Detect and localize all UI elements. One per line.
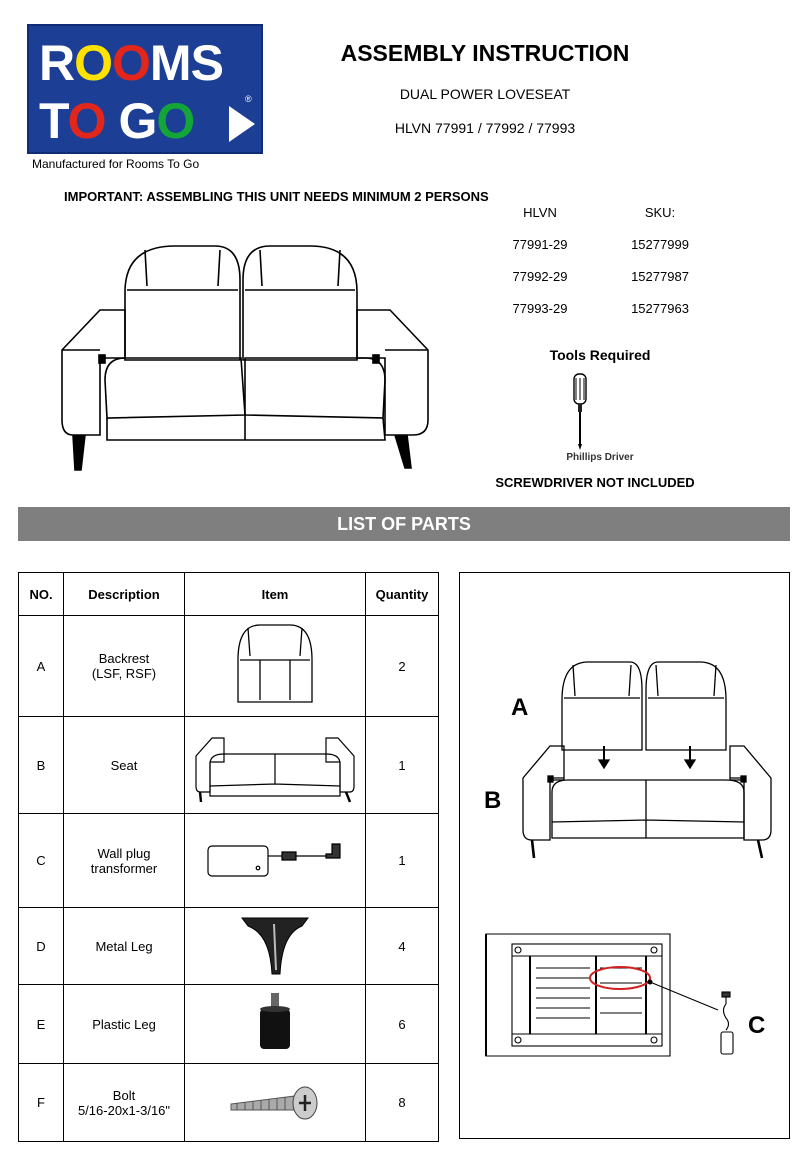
part-quantity: 8 <box>366 1064 439 1142</box>
table-row <box>19 616 439 717</box>
part-item <box>185 616 366 717</box>
header-description: Description <box>64 573 185 616</box>
tools-required-title: Tools Required <box>549 347 651 363</box>
sku-header-hlvn: HLVN <box>523 205 557 220</box>
part-desc-line1: Seat <box>110 757 138 773</box>
sku-header-sku: SKU: <box>644 205 676 220</box>
sku-hlvn-cell: 77991-29 <box>512 237 568 252</box>
part-description <box>64 814 185 908</box>
table-row <box>19 985 439 1064</box>
plastic-leg-icon <box>250 989 300 1057</box>
part-no: E <box>19 985 64 1064</box>
part-quantity: 6 <box>366 985 439 1064</box>
header-item: Item <box>185 573 366 616</box>
part-desc-line1: Backrest <box>98 651 150 666</box>
header-no: NO. <box>19 573 64 616</box>
registered-mark: ® <box>245 94 252 104</box>
manufactured-for: Manufactured for Rooms To Go <box>32 157 200 171</box>
part-no: B <box>19 717 64 814</box>
part-description <box>64 985 185 1064</box>
list-of-parts-banner: LIST OF PARTS <box>18 507 790 541</box>
part-quantity: 4 <box>366 908 439 985</box>
sku-hlvn-cell: 77993-29 <box>512 301 568 316</box>
part-item <box>185 908 366 985</box>
sku-hlvn-cell: 77992-29 <box>512 269 568 284</box>
logo-line-2: TO GO <box>39 93 195 149</box>
logo-line-1: ROOMS <box>39 35 223 91</box>
sku-row <box>480 269 720 301</box>
part-no: D <box>19 908 64 985</box>
table-row <box>19 814 439 908</box>
seat-icon <box>190 724 360 804</box>
part-no: C <box>19 814 64 908</box>
part-item <box>185 717 366 814</box>
part-desc-line1: Metal Leg <box>95 938 153 954</box>
page-title: ASSEMBLY INSTRUCTION <box>340 40 630 66</box>
transformer-icon <box>200 834 350 884</box>
parts-table <box>18 572 439 1142</box>
part-description <box>64 1064 185 1142</box>
sku-number-cell: 15277987 <box>631 269 689 284</box>
part-quantity: 2 <box>366 616 439 717</box>
part-desc-line2: (LSF, RSF) <box>91 666 157 681</box>
play-arrow-icon <box>227 104 257 144</box>
table-row <box>19 1064 439 1142</box>
important-notice: IMPORTANT: ASSEMBLING THIS UNIT NEEDS MINIMUM 2 PERSONS <box>64 189 489 204</box>
part-item <box>185 814 366 908</box>
rooms-to-go-logo <box>27 24 263 154</box>
header-quantity: Quantity <box>366 573 439 616</box>
part-desc-line2: 5/16-20x1-3/16" <box>77 1102 171 1118</box>
part-description <box>64 616 185 717</box>
part-quantity: 1 <box>366 814 439 908</box>
metal-leg-icon <box>230 910 320 980</box>
sku-row <box>480 301 720 333</box>
sku-number-cell: 15277963 <box>631 301 689 316</box>
assembly-step-diagram <box>518 660 776 862</box>
phillips-screwdriver-icon <box>568 372 592 452</box>
sku-row <box>480 237 720 269</box>
diagram-label-a: A <box>511 694 529 721</box>
bolt-icon <box>225 1076 325 1126</box>
diagram-label-b: B <box>484 787 502 814</box>
parts-header-row <box>19 573 439 616</box>
part-description <box>64 717 185 814</box>
part-desc-line1: Plastic Leg <box>92 1016 156 1032</box>
sku-table <box>480 205 720 333</box>
part-desc-line2: transformer <box>90 860 158 876</box>
underside-frame-diagram <box>478 928 778 1064</box>
part-desc-line1: Bolt <box>112 1087 136 1103</box>
phillips-driver-caption: Phillips Driver <box>566 452 634 463</box>
part-quantity: 1 <box>366 717 439 814</box>
loveseat-illustration <box>55 240 435 475</box>
model-numbers: HLVN 77991 / 77992 / 77993 <box>394 120 576 136</box>
sku-number-cell: 15277999 <box>631 237 689 252</box>
part-item <box>185 985 366 1064</box>
product-name: DUAL POWER LOVESEAT <box>399 86 571 102</box>
screwdriver-not-included: SCREWDRIVER NOT INCLUDED <box>495 475 695 490</box>
sku-header-row <box>480 205 720 237</box>
part-desc-line1: Wall plug <box>97 845 151 861</box>
part-description <box>64 908 185 985</box>
table-row <box>19 717 439 814</box>
part-no: F <box>19 1064 64 1142</box>
part-no: A <box>19 616 64 717</box>
backrest-icon <box>230 620 320 710</box>
diagram-label-c: C <box>748 1012 766 1039</box>
table-row <box>19 908 439 985</box>
part-item <box>185 1064 366 1142</box>
